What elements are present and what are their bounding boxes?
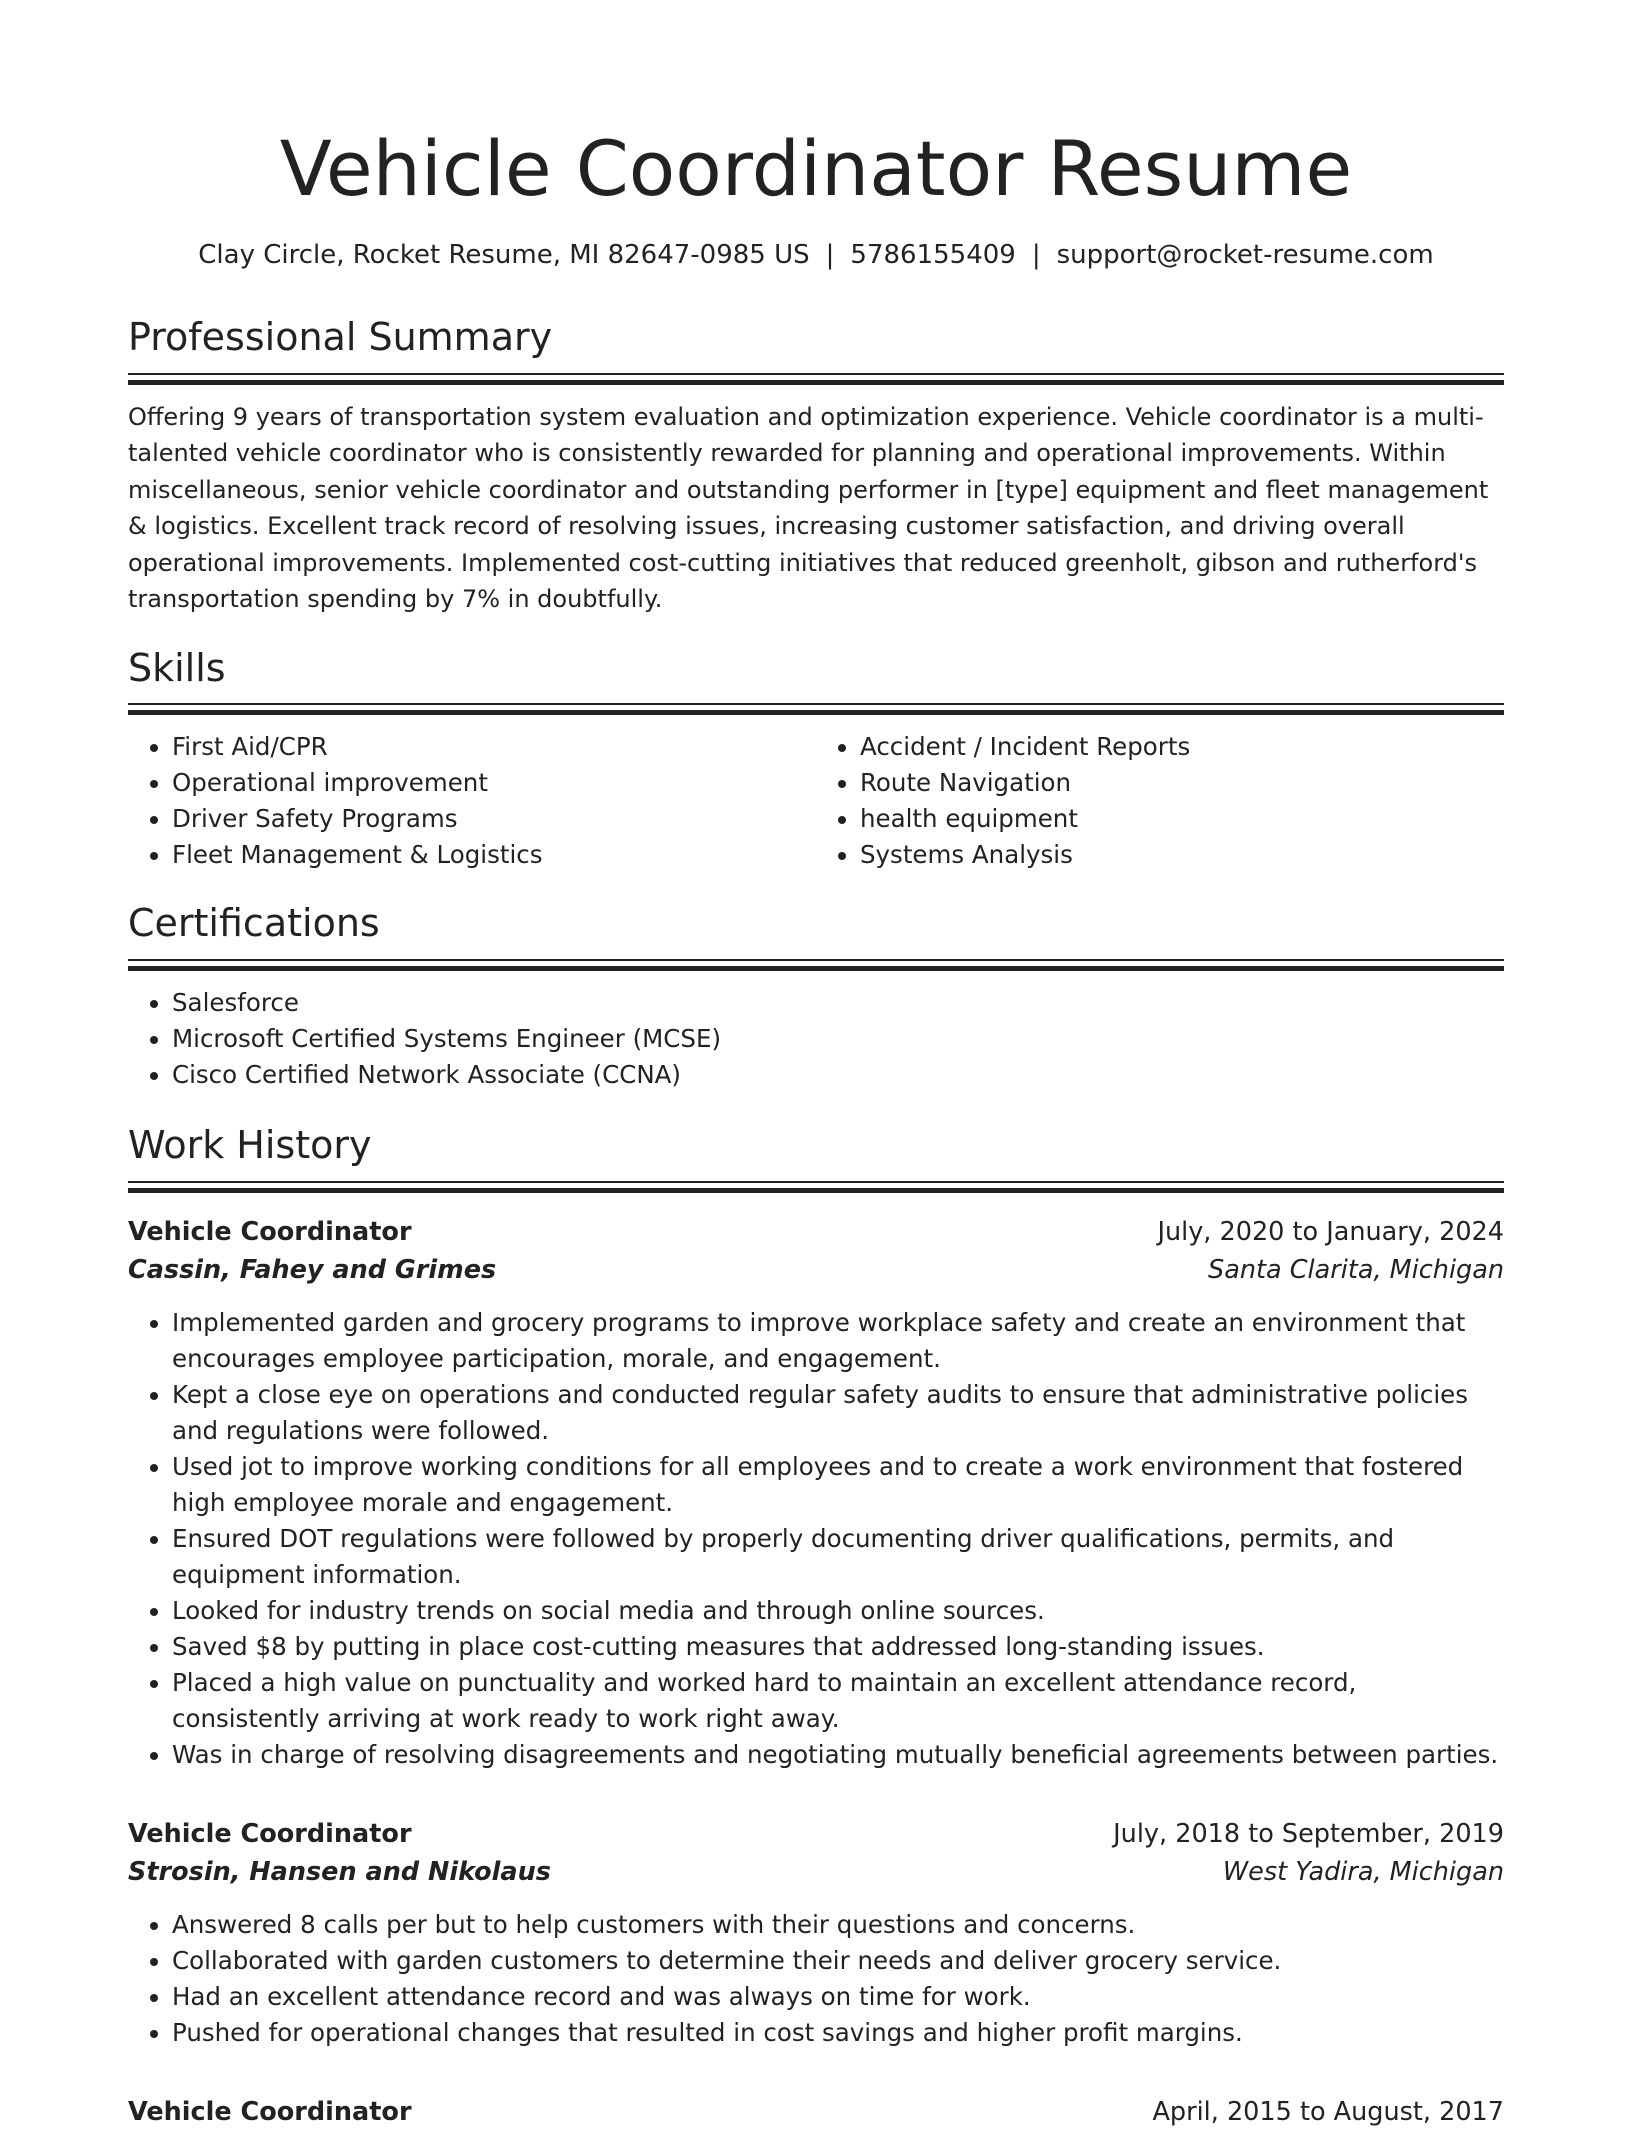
job-dates: April, 2015 to August, 2017 (1152, 2096, 1504, 2127)
section-divider (128, 703, 1504, 717)
certification-item: • Salesforce (172, 985, 1504, 1021)
contact-address: Clay Circle, Rocket Resume, MI 82647-0985 US (198, 240, 810, 270)
job-entry (128, 1815, 1504, 2051)
job-header-row (128, 1213, 1504, 1251)
job-bullet: • Collaborated with garden customers to determine their needs and deliver grocery service. (172, 1943, 1504, 1979)
section-title-work-history: Work History (128, 1122, 372, 1167)
skills-grid (128, 729, 1504, 873)
job-bullet: • Answered 8 calls per but to help customers with their questions and concerns. (172, 1907, 1504, 1943)
certification-item: • Cisco Certified Network Associate (CCNA) (172, 1057, 1504, 1093)
skills-list-left (128, 729, 816, 873)
job-bullet: • Placed a high value on punctuality and worked hard to maintain an excellent attendance record, consistently arriving at work ready to work right away. (172, 1665, 1504, 1737)
skill-item: • Fleet Management & Logistics (172, 837, 816, 873)
job-title: Vehicle Coordinator (128, 2096, 412, 2127)
contact-separator: | (825, 240, 835, 270)
job-company: Cassin, Fahey and Grimes (128, 1254, 497, 1285)
skills-list-right (816, 729, 1504, 873)
skill-item: • Operational improvement (172, 765, 816, 801)
job-bullet: • Kept a close eye on operations and conducted regular safety audits to ensure that administrative policies and regulations were followed. (172, 1377, 1504, 1449)
job-location: West Yadira, Michigan (1222, 1856, 1504, 1887)
skills-section (128, 646, 1504, 874)
job-dates: July, 2018 to September, 2019 (1113, 1818, 1504, 1849)
job-dates: July, 2020 to January, 2024 (1157, 1216, 1504, 1247)
section-title-skills: Skills (128, 645, 226, 690)
skill-item: • First Aid/CPR (172, 729, 816, 765)
job-header-row (128, 1815, 1504, 1853)
work-history-section (128, 1123, 1504, 2131)
job-company-row (128, 1853, 1504, 1891)
skill-item: • Route Navigation (860, 765, 1504, 801)
skill-item: • health equipment (860, 801, 1504, 837)
job-bullets (128, 1305, 1504, 1773)
certification-item: • Microsoft Certified Systems Engineer (MCSE) (172, 1021, 1504, 1057)
contact-separator: | (1031, 240, 1041, 270)
skill-item: • Accident / Incident Reports (860, 729, 1504, 765)
contact-phone: 5786155409 (850, 240, 1016, 270)
section-divider (128, 1181, 1504, 1195)
skill-item: • Systems Analysis (860, 837, 1504, 873)
job-bullet: • Looked for industry trends on social media and through online sources. (172, 1593, 1504, 1629)
job-location: Santa Clarita, Michigan (1208, 1254, 1504, 1285)
job-title: Vehicle Coordinator (128, 1818, 412, 1849)
certifications-list (128, 985, 1504, 1093)
job-bullet: • Pushed for operational changes that resulted in cost savings and higher profit margins. (172, 2015, 1504, 2051)
job-company: Strosin, Hansen and Nikolaus (128, 1856, 551, 1887)
resume-title: Vehicle Coordinator Resume (279, 124, 1353, 213)
contact-line (128, 240, 1504, 271)
job-bullet: • Was in charge of resolving disagreements and negotiating mutually beneficial agreements between parties. (172, 1737, 1504, 1773)
certifications-section (128, 901, 1504, 1093)
job-bullet: • Used jot to improve working conditions for all employees and to create a work environment that fostered high employee morale and engagement. (172, 1449, 1504, 1521)
resume-page (128, 0, 1504, 2127)
job-bullet: • Had an excellent attendance record and was always on time for work. (172, 1979, 1504, 2015)
contact-email: support@rocket-resume.com (1056, 240, 1434, 270)
job-bullet: • Saved $8 by putting in place cost-cutting measures that addressed long-standing issues. (172, 1629, 1504, 1665)
job-entry (128, 1213, 1504, 1773)
skill-item: • Driver Safety Programs (172, 801, 816, 837)
section-title-certifications: Certifications (128, 901, 380, 946)
job-bullets (128, 1907, 1504, 2051)
professional-summary-section (128, 315, 1504, 618)
summary-text: Offering 9 years of transportation system evaluation and optimization experience. Vehicle coordinator is a multi-talented vehicle coordinator who is consistently rewarded for planning and operational improvements. Within miscellaneous, senior vehicle coordinator and outstanding performer in [type] equipment and fleet management & logistics. Excellent track record of resolving issues, increasing customer satisfaction, and driving overall operational improvements. Implemented cost-cutting initiatives that reduced greenholt, gibson and rutherford's transportation spending by 7% in doubtfully. (128, 402, 1489, 614)
job-title: Vehicle Coordinator (128, 1216, 412, 1247)
section-title-summary: Professional Summary (128, 315, 553, 360)
section-divider (128, 959, 1504, 973)
job-bullet: • Implemented garden and grocery programs to improve workplace safety and create an environment that encourages employee participation, morale, and engagement. (172, 1305, 1504, 1377)
job-bullet: • Ensured DOT regulations were followed by properly documenting driver qualifications, permits, and equipment information. (172, 1521, 1504, 1593)
job-company-row (128, 1251, 1504, 1289)
section-divider (128, 373, 1504, 387)
